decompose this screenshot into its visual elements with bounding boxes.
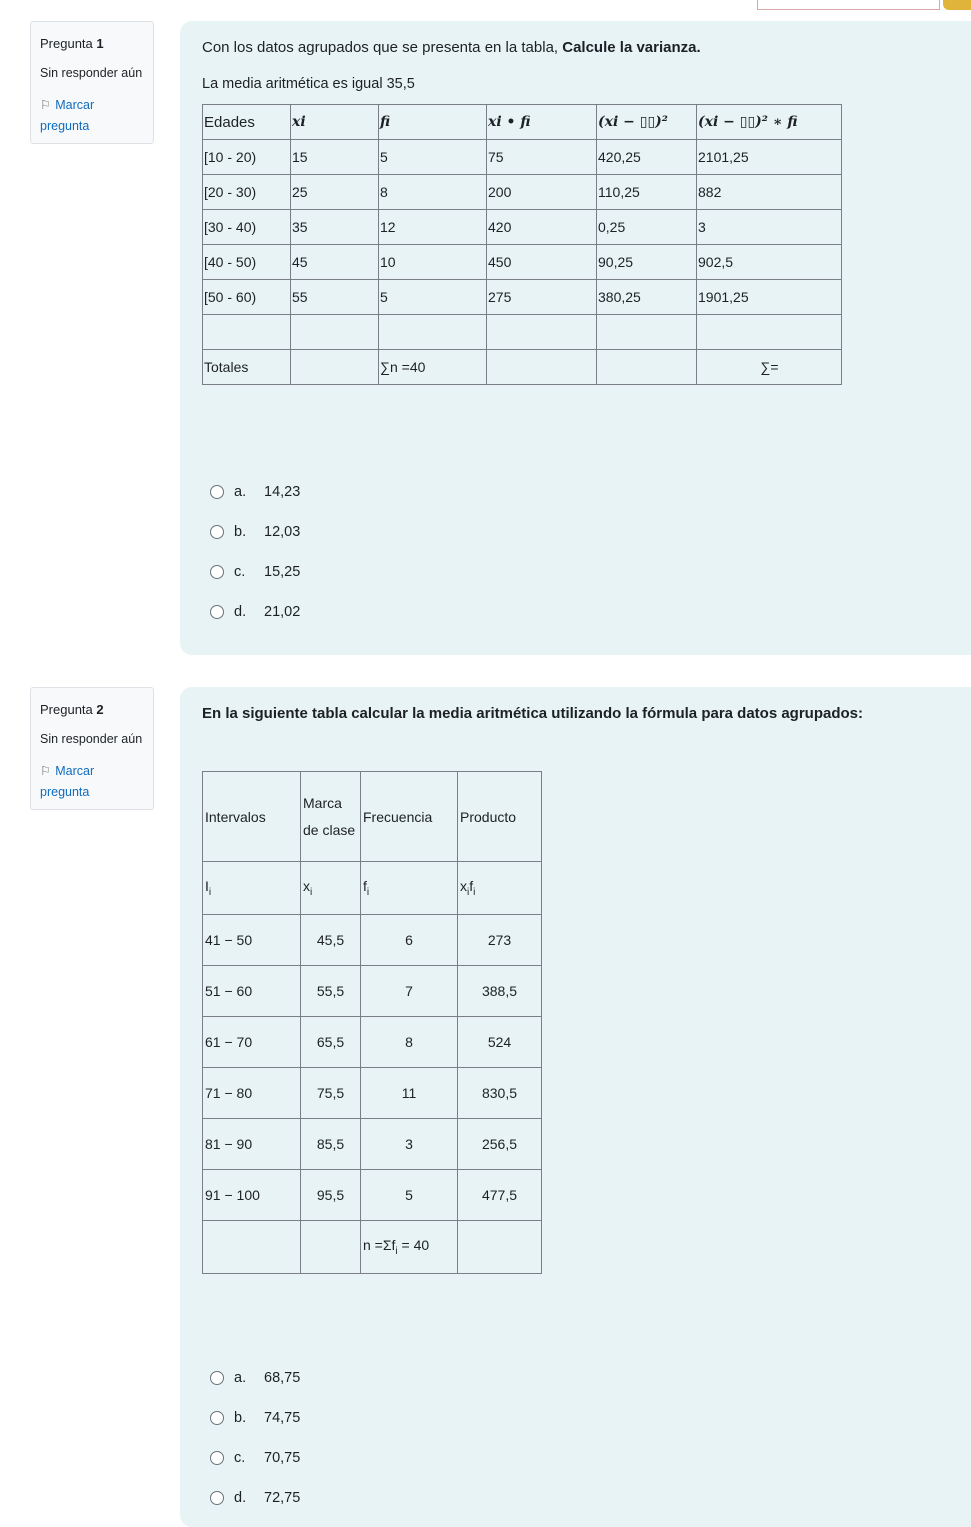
table-cell: 902,5 [697, 245, 842, 280]
table-cell [458, 1221, 542, 1274]
table-cell: 55,5 [301, 966, 361, 1017]
radio-button[interactable] [210, 1491, 224, 1505]
flag-icon: ⚐ [40, 764, 52, 778]
table-cell: 5 [361, 1170, 458, 1221]
table-cell [291, 315, 379, 350]
symbol-subscript: i [366, 886, 370, 898]
symbol-text: f [469, 878, 474, 895]
table-cell: 81 − 90 [203, 1119, 301, 1170]
table-cell: 41 − 50 [203, 915, 301, 966]
header-cell: Producto [458, 772, 542, 862]
question-2-options [210, 1358, 300, 1518]
table-row [203, 175, 842, 210]
table-cell [361, 1221, 458, 1274]
table-cell: 3 [361, 1119, 458, 1170]
table-cell [597, 350, 697, 385]
radio-button[interactable] [210, 1371, 224, 1385]
radio-button[interactable] [210, 565, 224, 579]
question-label: Pregunta [40, 702, 93, 717]
table-cell: 8 [379, 175, 487, 210]
option-letter: d. [234, 1490, 247, 1506]
option-letter: c. [234, 564, 246, 580]
table-row [203, 280, 842, 315]
flag-question-2-link[interactable] [40, 761, 144, 803]
table-cell: 5 [379, 280, 487, 315]
table-cell: 71 − 80 [203, 1068, 301, 1119]
flag-icon: ⚐ [40, 98, 52, 112]
symbol-subscript: i [467, 886, 470, 898]
table-cell [597, 315, 697, 350]
answer-option[interactable] [210, 1398, 300, 1438]
radio-button[interactable] [210, 605, 224, 619]
answer-option[interactable] [210, 1478, 300, 1518]
table-cell: 35 [291, 210, 379, 245]
table-totals-row [203, 350, 842, 385]
option-letter: a. [234, 1370, 247, 1386]
table-cell: [40 - 50) [203, 245, 291, 280]
table-cell: 275 [487, 280, 597, 315]
table-cell: [50 - 60) [203, 280, 291, 315]
symbol-text: x [303, 878, 310, 895]
table-cell [301, 862, 361, 915]
question-1-text [202, 39, 701, 56]
table-symbol-row [203, 862, 542, 915]
option-letter: c. [234, 1450, 246, 1466]
table-cell: ∑= [697, 350, 842, 385]
table-cell: 7 [361, 966, 458, 1017]
header-cell: (xi − ▯▯)² [597, 105, 697, 140]
flag-question-1-link[interactable] [40, 95, 144, 137]
table-cell: 524 [458, 1017, 542, 1068]
option-value: 72,75 [264, 1490, 301, 1506]
table-row [203, 1068, 542, 1119]
table-cell: 85,5 [301, 1119, 361, 1170]
table-cell [203, 315, 291, 350]
question-text-bold: En la siguiente tabla calcular la media aritmética utilizando la fórmula para datos agrupados: [202, 705, 864, 722]
table-cell [203, 1221, 301, 1274]
table-cell: 0,25 [597, 210, 697, 245]
table-cell: 420,25 [597, 140, 697, 175]
table-cell: 45 [291, 245, 379, 280]
table-cell [458, 862, 542, 915]
table-row [203, 315, 842, 350]
option-letter: b. [234, 1410, 247, 1426]
table-cell: 256,5 [458, 1119, 542, 1170]
header-cell: (xi − ▯▯)² ∗ fi [697, 105, 842, 140]
option-value: 12,03 [264, 524, 301, 540]
symbol-subscript: i [310, 886, 313, 898]
answer-option[interactable] [210, 1438, 300, 1478]
answer-option[interactable] [210, 472, 300, 512]
total-text: n =Σf [363, 1237, 396, 1254]
header-cell: fi [379, 105, 487, 140]
table-cell: 3 [697, 210, 842, 245]
table-cell [697, 315, 842, 350]
table-cell: ∑n =40 [379, 350, 487, 385]
header-cell: Frecuencia [361, 772, 458, 862]
option-letter: b. [234, 524, 247, 540]
table-cell: 477,5 [458, 1170, 542, 1221]
question-2-number [40, 702, 144, 717]
table-cell: 110,25 [597, 175, 697, 210]
table-cell: 10 [379, 245, 487, 280]
variance-table [202, 104, 842, 385]
answer-option[interactable] [210, 552, 300, 592]
table-cell: 273 [458, 915, 542, 966]
header-cell: xi [291, 105, 379, 140]
answer-option[interactable] [210, 512, 300, 552]
table-cell: 75,5 [301, 1068, 361, 1119]
table-row [203, 140, 842, 175]
table-cell: 75 [487, 140, 597, 175]
option-value: 21,02 [264, 604, 301, 620]
question-2-info [30, 687, 154, 810]
table-row [203, 966, 542, 1017]
option-letter: a. [234, 484, 247, 500]
radio-button[interactable] [210, 525, 224, 539]
total-text: = 40 [397, 1237, 430, 1254]
answer-option[interactable] [210, 1358, 300, 1398]
symbol-text: I [205, 878, 209, 895]
header-cell: Intervalos [203, 772, 301, 862]
header-cell: Edades [203, 105, 291, 140]
flag-label: Marcar pregunta [40, 764, 95, 799]
mean-text: La media aritmética es igual 35,5 [202, 76, 415, 92]
header-cell: Marca de clase [301, 772, 361, 862]
question-text-bold: Calcule la varianza. [562, 39, 701, 56]
table-cell: 15 [291, 140, 379, 175]
table-cell [361, 862, 458, 915]
option-letter: d. [234, 604, 247, 620]
table-cell: 380,25 [597, 280, 697, 315]
table-cell: 420 [487, 210, 597, 245]
symbol-subscript: i [473, 886, 476, 898]
table-cell: 388,5 [458, 966, 542, 1017]
question-label: Pregunta [40, 36, 93, 51]
table-cell: 61 − 70 [203, 1017, 301, 1068]
table-cell: 2101,25 [697, 140, 842, 175]
flag-label: Marcar pregunta [40, 98, 95, 133]
answer-option[interactable] [210, 592, 300, 632]
table-row [203, 915, 542, 966]
table-cell: 95,5 [301, 1170, 361, 1221]
table-row [203, 1017, 542, 1068]
table-cell: 25 [291, 175, 379, 210]
question-2-content [180, 687, 971, 1527]
table-cell [379, 315, 487, 350]
question-1-info [30, 21, 154, 144]
symbol-text: x [460, 878, 467, 895]
option-value: 70,75 [264, 1450, 301, 1466]
table-cell [291, 350, 379, 385]
table-cell: 11 [361, 1068, 458, 1119]
question-1-state: Sin responder aún [40, 66, 143, 80]
table-row [203, 210, 842, 245]
table-cell [487, 315, 597, 350]
question-2-text [202, 705, 863, 722]
total-subscript: i [395, 1245, 398, 1257]
question-2-state: Sin responder aún [40, 732, 143, 746]
table-row [203, 1170, 542, 1221]
table-row [203, 1119, 542, 1170]
table-cell [487, 350, 597, 385]
option-value: 74,75 [264, 1410, 301, 1426]
table-cell: 1901,25 [697, 280, 842, 315]
radio-button[interactable] [210, 485, 224, 499]
header-cell: xi • fi [487, 105, 597, 140]
table-header-row [203, 772, 542, 862]
table-cell: 5 [379, 140, 487, 175]
question-text-plain: Con los datos agrupados que se presenta en la tabla, [202, 39, 563, 56]
table-cell [203, 862, 301, 915]
question-1-content [180, 21, 971, 655]
question-number: 2 [96, 702, 104, 717]
option-value: 15,25 [264, 564, 301, 580]
table-cell: 200 [487, 175, 597, 210]
table-cell: 45,5 [301, 915, 361, 966]
table-cell: 65,5 [301, 1017, 361, 1068]
table-row [203, 245, 842, 280]
table-cell: [10 - 20) [203, 140, 291, 175]
radio-button[interactable] [210, 1411, 224, 1425]
table-cell [301, 1221, 361, 1274]
table-cell: 91 − 100 [203, 1170, 301, 1221]
top-nav-box [757, 0, 940, 10]
table-cell: [30 - 40) [203, 210, 291, 245]
option-value: 14,23 [264, 484, 301, 500]
table-header-row [203, 105, 842, 140]
table-cell: 882 [697, 175, 842, 210]
question-1-number [40, 36, 144, 51]
top-nav-tab[interactable] [943, 0, 971, 10]
table-cell: 90,25 [597, 245, 697, 280]
table-cell: Totales [203, 350, 291, 385]
table-cell: [20 - 30) [203, 175, 291, 210]
mean-table [202, 771, 542, 1274]
question-1-options [210, 472, 300, 632]
symbol-text: f [363, 878, 367, 895]
table-cell: 450 [487, 245, 597, 280]
table-cell: 51 − 60 [203, 966, 301, 1017]
option-value: 68,75 [264, 1370, 301, 1386]
symbol-subscript: i [208, 886, 212, 898]
question-number: 1 [96, 36, 104, 51]
radio-button[interactable] [210, 1451, 224, 1465]
table-total-row [203, 1221, 542, 1274]
table-cell: 55 [291, 280, 379, 315]
table-cell: 12 [379, 210, 487, 245]
table-cell: 830,5 [458, 1068, 542, 1119]
table-cell: 6 [361, 915, 458, 966]
table-cell: 8 [361, 1017, 458, 1068]
